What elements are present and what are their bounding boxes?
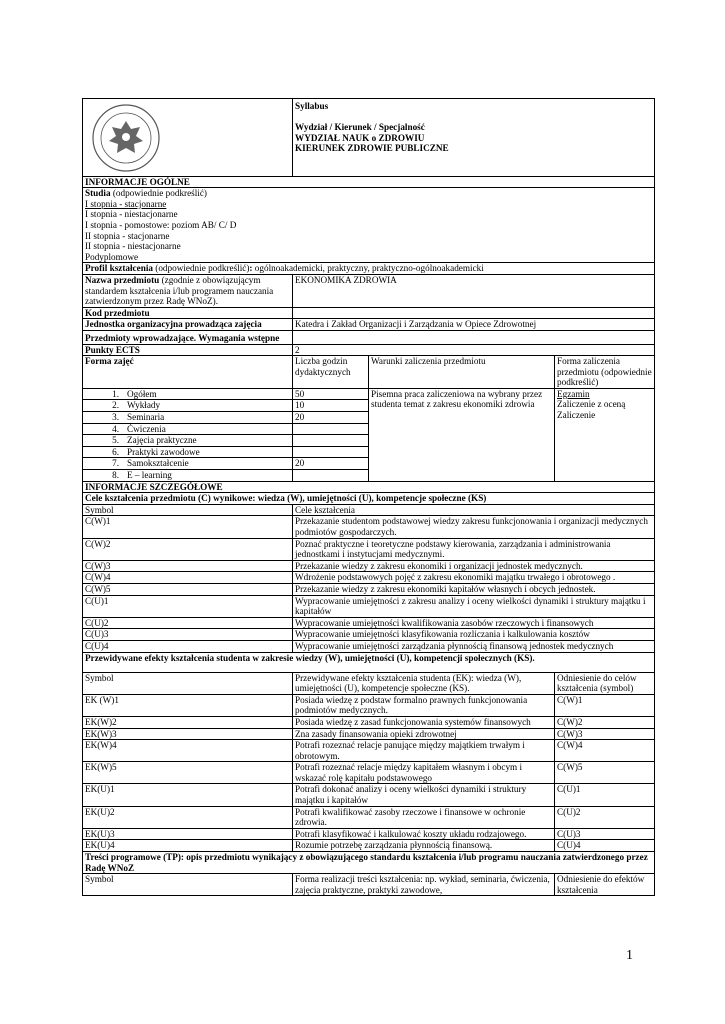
efekt-text: Posiada wiedzę z zasad funkcjonowania systemów finansowych [293,716,555,728]
form-num: 1. [112,388,119,399]
form-num: 3. [112,412,119,423]
efekt-ref: C(U)3 [555,828,655,840]
cel-text: Wypracowanie umiejętności zarządzania płynnością finansową jednostek medycznych [293,640,655,652]
efekt-symbol: EK(W)2 [83,716,293,728]
cel-text: Przekazanie studentom podstawowej wiedzy zakresu funkcjonowania i organizacji medycznych podmiotów gospodarczych. [293,516,655,538]
form-row [83,412,293,424]
cele-title: Cele kształcenia przedmiotu (C) wynikowe: wiedza (W), umiejętności (U), kompetencje społeczne (KS) [83,493,655,505]
efekt-ref: C(W)3 [555,728,655,740]
form-hours: 10 [293,400,369,412]
efekt-symbol: EK(U)1 [83,784,293,806]
syllabus-page [82,98,654,896]
cel-symbol: C(W)2 [83,538,293,560]
page-number: 1 [626,948,633,963]
university-seal-icon [91,103,161,173]
form-name: Zajęcia praktyczne [127,435,197,446]
form-hours: 20 [293,412,369,424]
page-title: Syllabus [295,101,329,111]
form-num: 7. [112,458,119,469]
header-info-cell [293,99,655,177]
efekt-ref: C(W)5 [555,762,655,784]
form-row [83,470,293,482]
form-row [83,446,293,458]
efekt-text: Potrafi rozeznać relacje między kapitałem własnym i obcym i wskazać rolę kapitału podstawowego [293,762,555,784]
form-name: Ogółem [127,388,157,399]
przedmioty-label: Przedmioty wprowadzające. Wymagania wstępne [83,330,293,344]
forma-zal-label: Forma zaliczenia przedmiotu (odpowiednie podkreślić) [555,356,655,389]
efekty-head-text: Przewidywane efekty kształcenia studenta (EK): wiedza (W), umiejętności (U), kompetencje społeczne (KS). [293,672,555,694]
form-hours: 50 [293,388,369,400]
efekt-text: Zna zasady finansowania opieki zdrowotnej [293,728,555,740]
studia-option: II stopnia - niestacjonarne [85,241,181,252]
efekt-text: Potrafi dokonać analizy i oceny wielkości dynamiki i struktury majątku i kapitałów [293,784,555,806]
przedmioty-value [293,330,655,344]
cel-symbol: C(U)1 [83,595,293,617]
kod-value [293,307,655,319]
cel-text: Poznać praktyczne i teoretyczne podstawy kierowania, zarządzania i administrowania jednostkami i instytucjami medycznymi. [293,538,655,560]
general-section-title: INFORMACJE OGÓLNE [83,176,655,188]
profil-colon: : [249,263,253,274]
tresci-head-ref: Odniesienie do efektów kształcenia [555,874,655,896]
cel-text: Przekazanie wiedzy z zakresu ekonomiki i organizacji jednostek medycznych. [293,560,655,572]
cele-head-symbol: Symbol [83,504,293,516]
cel-symbol: C(W)5 [83,583,293,595]
syllabus-table [82,98,655,896]
studia-hint: (odpowiednie podkreślić) [112,188,207,199]
profil-hint: (odpowiednie podkreślić) [155,263,250,274]
cel-text: Przekazanie wiedzy z zakresu ekonomiki kapitałów własnych i obcych jednostek. [293,583,655,595]
form-num: 8. [112,470,119,481]
zal-option: Zaliczenie [557,410,596,421]
efekt-text: Potrafi kwalifikować zasoby rzeczowe i finansowe w ochronie zdrowia. [293,806,555,828]
efekt-ref: C(U)1 [555,784,655,806]
profil-cell [83,263,655,275]
nazwa-label: Nazwa przedmiotu [85,274,160,285]
form-row [83,400,293,412]
form-row [83,423,293,435]
nazwa-hint: (zgodnie z obowiązującym standardem kształcenia i/lub programem nauczania zatwierdzonym przez Radę WNoZ). [85,274,274,307]
detailed-section-title: INFORMACJE SZCZEGÓŁOWE [83,481,655,493]
studia-option: I stopnia - pomostowe: poziom AB/ C/ D [85,219,237,230]
nazwa-label-cell [83,274,293,307]
efekty-head-ref: Odniesienie do celów kształcenia (symbol) [555,672,655,694]
studia-cell [83,188,655,263]
tresci-title: Treści programowe (TP): opis przedmiotu wynikający z obowiązującego standardu kształcenia i/lub programu nauczania zatwierdzonego przez Radę WNoZ [83,852,655,874]
form-hours [293,435,369,447]
tresci-head-symbol: Symbol [83,874,293,896]
form-name: Wykłady [127,400,161,411]
form-name: Praktyki zawodowe [127,446,200,457]
efekt-ref: C(U)2 [555,806,655,828]
efekt-symbol: EK(W)4 [83,740,293,762]
efekt-symbol: EK(U)3 [83,828,293,840]
jednostka-value: Katedra i Zakład Organizacji i Zarządzania w Opiece Zdrowotnej [293,319,655,331]
form-hours: 20 [293,458,369,470]
efekt-symbol: EK(U)4 [83,840,293,852]
cel-text: Wypracowanie umiejętności z zakresu analizy i oceny wielkości dynamiki i struktury majątku i kapitałów [293,595,655,617]
nazwa-value: EKONOMIKA ZDROWIA [293,274,655,307]
cel-text: Wypracowanie umiejętności klasyfikowania rozliczania i kalkulowania kosztów [293,629,655,641]
cel-text: Wdrożenie podstawowych pojęć z zakresu ekonomiki majątku trwałego i obrotowego . [293,572,655,584]
zal-option: Zaliczenie z oceną [557,399,626,410]
studia-label: Studia [85,188,111,199]
cele-head-text: Cele kształcenia [293,504,655,516]
cel-symbol: C(W)1 [83,516,293,538]
cel-symbol: C(U)3 [83,629,293,641]
warunki-value: Pisemna praca zaliczeniowa na wybrany przez studenta temat z zakresu ekonomiki zdrowia [369,388,555,481]
form-name: Samokształcenie [127,458,189,469]
studia-option: II stopnia - stacjonarne [85,230,170,241]
profil-options: ogólnoakademicki, praktyczny, praktyczno-ogólnoakademicki [252,263,484,274]
efekt-symbol: EK(W)3 [83,728,293,740]
efekt-symbol: EK(W)5 [83,762,293,784]
form-name: Seminaria [127,412,165,423]
cel-symbol: C(W)3 [83,560,293,572]
ects-value: 2 [293,344,655,356]
efekt-text: Potrafi klasyfikować i kalkulować koszty układu rodzajowego. [293,828,555,840]
efekt-symbol: EK (W)1 [83,694,293,716]
efekty-title: Przewidywane efekty kształcenia studenta w zakresie wiedzy (W), umiejętności (U), kompetencji społecznych (KS). [83,652,655,672]
efekt-symbol: EK(U)2 [83,806,293,828]
forma-label: Forma zajęć [83,356,293,389]
jednostka-label: Jednostka organizacyjna prowadząca zajęcia [83,319,293,331]
form-hours [293,470,369,482]
form-row [83,388,293,400]
cel-symbol: C(U)2 [83,617,293,629]
godzin-label: Liczba godzin dydaktycznych [293,356,369,389]
studia-option: Podyplomowe [85,251,139,262]
efekt-text: Rozumie potrzebę zarządzania płynnością finansową. [293,840,555,852]
efekty-head-symbol: Symbol [83,672,293,694]
form-num: 5. [112,435,119,446]
kod-label: Kod przedmiotu [83,307,293,319]
form-num: 2. [112,400,119,411]
form-hours [293,423,369,435]
form-row [83,435,293,447]
studia-option: I stopnia - stacjonarne [85,198,167,209]
form-name: Ćwiczenia [127,423,166,434]
form-num: 4. [112,423,119,434]
efekt-ref: C(W)2 [555,716,655,728]
studia-option: I stopnia - niestacjonarne [85,209,178,220]
zal-option: Egzamin [557,388,590,399]
efekt-text: Potrafi rozeznać relacje panujące między majątkiem trwałym i obrotowym. [293,740,555,762]
direction-name: KIERUNEK ZDROWIE PUBLICZNE [295,143,449,154]
warunki-label: Warunki zaliczenia przedmiotu [369,356,555,389]
efekt-ref: C(W)1 [555,694,655,716]
zal-options-cell [555,388,655,481]
cel-symbol: C(W)4 [83,572,293,584]
faculty-name: WYDZIAŁ NAUK o ZDROWIU [295,132,425,143]
form-name: E – learning [127,470,172,481]
cel-text: Wypracowanie umiejętności kwalifikowania zasobów rzeczowych i finansowych [293,617,655,629]
form-hours [293,446,369,458]
profil-label: Profil kształcenia [85,263,153,274]
cel-symbol: C(U)4 [83,640,293,652]
form-row [83,458,293,470]
efekt-ref: C(W)4 [555,740,655,762]
dept-label: Wydział / Kierunek / Specjalność [295,122,425,133]
form-num: 6. [112,446,119,457]
efekt-ref: C(U)4 [555,840,655,852]
tresci-head-text: Forma realizacji treści kształcenia: np. wykład, seminaria, ćwiczenia, zajęcia praktyczne, praktyki zawodowe, [293,874,555,896]
logo-cell [83,99,293,177]
ects-label: Punkty ECTS [83,344,293,356]
efekt-text: Posiada wiedzę z podstaw formalno prawnych funkcjonowania podmiotów medycznych. [293,694,555,716]
